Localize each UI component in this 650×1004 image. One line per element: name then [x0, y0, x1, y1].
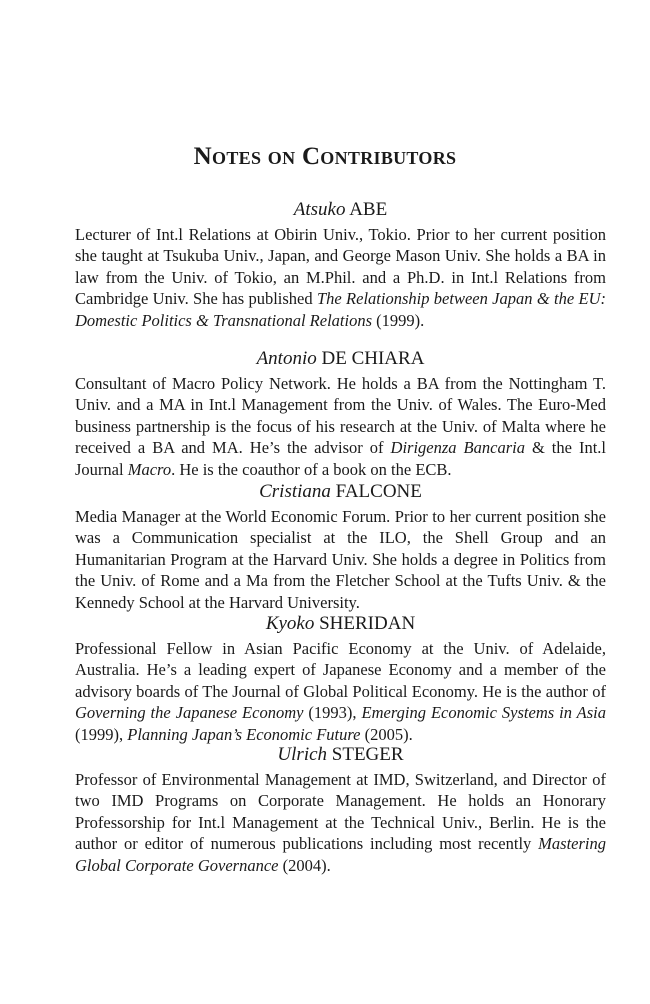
- contributor-given-name: Cristiana: [259, 481, 331, 502]
- bio-book-title: Emerging Economic Systems in Asia: [361, 703, 606, 723]
- contributor-surname: DE CHIARA: [321, 348, 425, 369]
- contributor-name: [75, 198, 606, 222]
- bio-text: (2005).: [360, 724, 413, 744]
- contributor-surname: SHERIDAN: [319, 613, 416, 634]
- bio-text: Consultant of Macro Policy Network. He holds a BA from the Nottingham T. Univ. and a MA in Int.l Management from the Univ. of Wales. The Euro-Med business partnership is the focus of his research at the Univ. of Malta where he received a BA and MA. He’s the advisor of: [75, 374, 606, 458]
- contributor-surname: STEGER: [331, 744, 404, 765]
- contributor-given-name: Antonio: [256, 348, 317, 369]
- contributor-entry: [75, 743, 606, 876]
- contributor-bio: [75, 506, 606, 613]
- bio-text: (2004).: [278, 855, 331, 875]
- bio-book-title: Mastering Global Corporate Governance: [75, 834, 606, 875]
- contributor-name: [75, 743, 606, 767]
- contributor-entry: [75, 198, 606, 331]
- bio-book-title: Governing the Japanese Economy: [75, 703, 304, 723]
- bio-publication-title: Dirigenza Bancaria: [390, 438, 525, 458]
- contributor-bio: [75, 224, 606, 331]
- contributor-name: [75, 480, 606, 504]
- contributor-given-name: Kyoko: [265, 613, 315, 634]
- contributor-surname: FALCONE: [335, 481, 422, 502]
- contributor-name: [75, 347, 606, 371]
- contributor-surname: ABE: [349, 199, 388, 220]
- contributor-name: [75, 612, 606, 636]
- bio-text: (1993),: [303, 703, 362, 723]
- bio-text: (1999).: [372, 310, 425, 330]
- bio-book-title: Planning Japan’s Economic Future: [127, 724, 361, 744]
- contributor-entry: [75, 612, 606, 745]
- bio-book-title: The Relationship between Japan & the EU: Domestic Politics & Transnational Relations: [75, 289, 606, 330]
- contributor-bio: [75, 769, 606, 876]
- bio-text: (1999),: [75, 724, 128, 744]
- contributor-bio: [75, 373, 606, 480]
- bio-publication-title: Macro: [127, 459, 172, 479]
- bio-text: Lecturer of Int.l Relations at Obirin Univ., Tokio. Prior to her current position she taught at Tsukuba Univ., Japan, and George Mason Univ. She holds a BA in law from the Univ. of Tokio, an M.Phil. and a Ph.D. in Int.l Relations from Cambridge Univ. She has published: [75, 225, 606, 309]
- contributor-given-name: Atsuko: [293, 199, 346, 220]
- bio-text: . He is the coauthor of a book on the ECB.: [171, 459, 452, 479]
- bio-text: Media Manager at the World Economic Forum. Prior to her current position she was a Communication specialist at the ILO, the Shell Group and an Humanitarian Program at the Harvard Univ. She holds a degree in Politics from the Univ. of Rome and a Ma from the Fletcher School at the Tufts Univ. & the Kennedy School at the Harvard University.: [75, 507, 606, 612]
- contributor-entry: [75, 347, 606, 480]
- bio-text: & the Int.l Journal: [75, 438, 607, 479]
- contributor-entry: [75, 480, 606, 613]
- contributor-bio: [75, 638, 606, 745]
- bio-text: Professional Fellow in Asian Pacific Economy at the Univ. of Adelaide, Australia. He’s a leading expert of Japanese Economy and a member of the advisory boards of The Journal of Global Political Economy. He is the author of: [75, 639, 606, 701]
- bio-text: Professor of Environmental Management at IMD, Switzerland, and Director of two IMD Programs on Corporate Management. He holds an Honorary Professorship for Int.l Management at the Technical Univ., Berlin. He is the author or editor of numerous publications including most recently: [75, 770, 606, 854]
- page-title: Notes on Contributors: [193, 143, 457, 170]
- contributor-given-name: Ulrich: [277, 744, 328, 765]
